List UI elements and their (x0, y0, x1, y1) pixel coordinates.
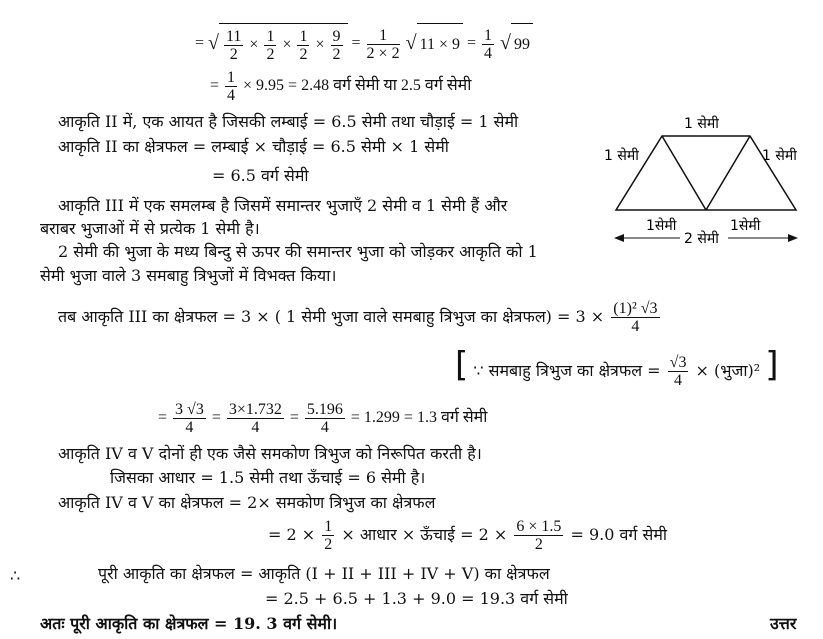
fraction: $\frac{1}{2}$ (299, 27, 308, 63)
bottom-right-label: 1सेमी (730, 218, 761, 234)
answer-label: उत्तर (770, 614, 797, 633)
fraction: $\frac{3 √3}{4}$ (175, 400, 204, 436)
text-line-8: 2 सेमी की भुजा के मध्य बिन्दु से ऊपर की समान्तर भुजा को जोड़कर आकृति को 1 (58, 242, 538, 261)
fraction: $\frac{1}{2 \times 2}$ (366, 26, 400, 62)
fraction: $\frac{1}{2}$ (324, 518, 333, 553)
fraction: $\frac{√3}{4}$ (669, 354, 687, 389)
fraction: $\frac{\text{(1)² √3}}{4}$ (613, 300, 658, 335)
text-line-18: = 2.5 + 6.5 + 1.3 + 9.0 = 19.3 वर्ग सेमी (265, 589, 568, 608)
arrow-right-icon (788, 234, 798, 242)
total-label: 2 सेमी (684, 231, 719, 247)
text-line-6: आकृति III में एक समलम्ब है जिसमें समान्तर भुजाएँ 2 सेमी व 1 सेमी हैं और (58, 196, 508, 215)
fraction: $\frac{11}{2}$ (226, 27, 242, 63)
fraction: $\frac{5.196}{4}$ (306, 400, 343, 436)
fraction: $\frac{1}{4}$ (484, 26, 493, 62)
text-line-13: आकृति IV व V दोनों ही एक जैसे समकोण त्रिभुज को निरूपित करती है। (58, 444, 482, 463)
text-line-4: आकृति II का क्षेत्रफल = लम्बाई × चौड़ाई = 6.5 सेमी × 1 सेमी (58, 137, 449, 156)
text-line-17: पूरी आकृति का क्षेत्रफल = आकृति (I + II + III + IV + V) का क्षेत्रफल (98, 564, 550, 583)
text-line-15: आकृति IV व V का क्षेत्रफल = 2× समकोण त्रिभुज का क्षेत्रफल (58, 493, 436, 512)
fraction: $\frac{1}{2}$ (266, 27, 275, 63)
fraction: $\frac{1}{4}$ (227, 68, 236, 104)
square-root: √ $\frac{11}{2}$ × $\frac{1}{2}$ × $\frac{1}{2}$ × $\frac{9}{2}$ (208, 22, 347, 66)
square-root: √ 99 (500, 22, 533, 66)
fraction: $\frac{3\times 1.732}{4}$ (228, 400, 282, 436)
right-bracket: ] (765, 345, 779, 385)
left-bracket: [ (455, 345, 469, 385)
bottom-left-label: 1सेमी (646, 218, 677, 234)
text-line-14: जिसका आधार = 1.5 सेमी तथा ऊँचाई = 6 सेमी है। (110, 468, 426, 487)
inner-line-left (662, 136, 706, 210)
fraction: $\frac{6 \times 1.5}{2}$ (516, 518, 562, 553)
equation-line-1: = √ $\frac{11}{2}$ × $\frac{1}{2}$ × $\frac{1}{2}$ × $\frac{9}{2}$ = $\frac{1}{2 \times 2}$ √ 11 × 9 = $\frac{1}{4}$ √ 99 (195, 22, 533, 64)
text-line-9: सेमी भुजा वाले 3 समबाहु त्रिभुजों में विभक्त किया। (40, 266, 337, 285)
text-line-3: आकृति II में, एक आयत है जिसकी लम्बाई = 6.5 सेमी तथा चौड़ाई = 1 सेमी (58, 112, 519, 131)
right-label: 1 सेमी (762, 148, 797, 164)
inner-line-right (706, 136, 750, 210)
fraction: $\frac{9}{2}$ (332, 27, 341, 63)
conclusion-line: अतः पूरी आकृति का क्षेत्रफल = 19. 3 वर्ग सेमी। (40, 614, 338, 633)
therefore-symbol: ∴ (10, 566, 21, 585)
arrow-left-icon (614, 234, 624, 242)
text-line-7: बराबर भुजाओं में से प्रत्येक 1 सेमी है। (40, 219, 260, 238)
text-line-16: = 2 × $\frac{1}{2}$ × आधार × ऊँचाई = 2 × $\frac{6 \times 1.5}{2}$ = 9.0 वर्ग सेमी (268, 518, 668, 553)
equation-line-2: = $\frac{1}{4}$ × 9.95 = 2.48 वर्ग सेमी या 2.5 वर्ग सेमी (210, 68, 472, 104)
text-line-11: [ ∵ समबाहु त्रिभुज का क्षेत्रफल = $\frac{√3}{4}$ × (भुजा)² ] (455, 345, 779, 389)
equation-line-12: = $\frac{3 √3}{4}$ = $\frac{3\times 1.732}{4}$ = $\frac{5.196}{4}$ = 1.299 = 1.3 वर्ग सेमी (158, 400, 488, 436)
square-root: √ 11 × 9 (406, 22, 463, 66)
equals: = (195, 34, 205, 52)
left-label: 1 सेमी (604, 148, 639, 164)
text-line-5: = 6.5 वर्ग सेमी (212, 166, 309, 185)
text-line-10: तब आकृति III का क्षेत्रफल = 3 × ( 1 सेमी भुजा वाले समबाहु त्रिभुज का क्षेत्रफल) = 3 × $\frac{\text{(1)² √3}}{4}$ (58, 300, 658, 335)
trapezium-figure (598, 110, 808, 250)
top-label: 1 सेमी (684, 116, 719, 132)
